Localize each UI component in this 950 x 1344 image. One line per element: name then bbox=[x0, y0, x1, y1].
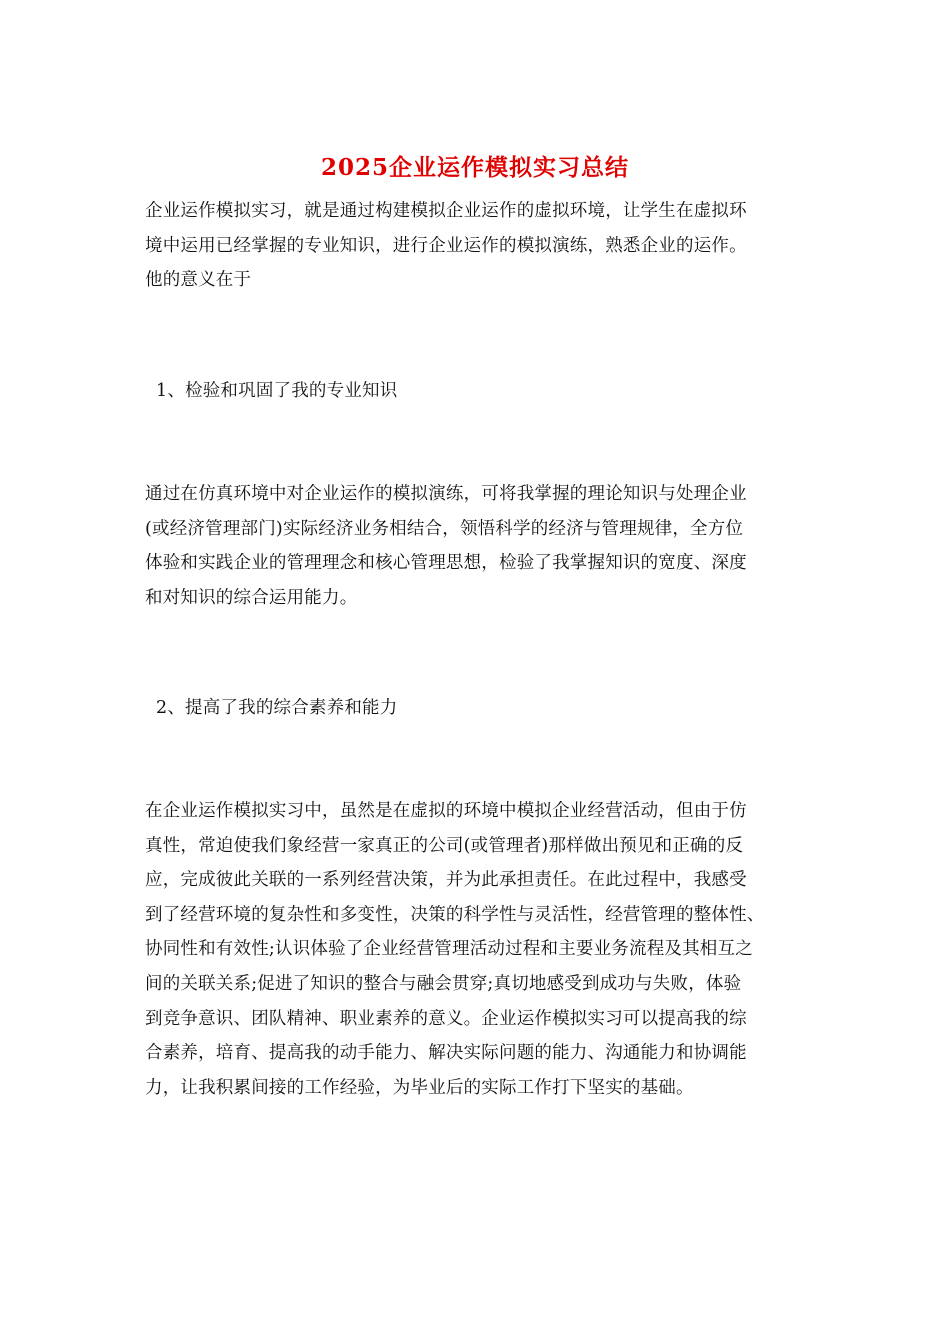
section-paragraph-2 bbox=[145, 794, 810, 1105]
paragraph-line: 到竞争意识、团队精神、职业素养的意义。企业运作模拟实习可以提高我的综 bbox=[145, 1008, 747, 1029]
section-heading-2: 2、提高了我的综合素养和能力 bbox=[156, 698, 398, 718]
paragraph-line: 到了经营环境的复杂性和多变性，决策的科学性与灵活性，经营管理的整体性、 bbox=[145, 904, 765, 925]
intro-paragraph bbox=[145, 194, 810, 298]
paragraph-line: 真性，常迫使我们象经营一家真正的公司(或管理者)那样做出预见和正确的反 bbox=[145, 835, 744, 856]
intro-line: 境中运用已经掌握的专业知识，进行企业运作的模拟演练，熟悉企业的运作。 bbox=[145, 235, 747, 256]
document-title: 2025企业运作模拟实习总结 bbox=[320, 154, 629, 181]
paragraph-line: 应，完成彼此关联的一系列经营决策，并为此承担责任。在此过程中，我感受 bbox=[145, 870, 747, 891]
paragraph-line: 和对知识的综合运用能力。 bbox=[145, 587, 358, 608]
intro-line: 企业运作模拟实习，就是通过构建模拟企业运作的虚拟环境，让学生在虚拟环 bbox=[145, 201, 747, 221]
paragraph-line: 力，让我积累间接的工作经验，为毕业后的实际工作打下坚实的基础。 bbox=[145, 1077, 694, 1098]
section-paragraph-1 bbox=[145, 477, 810, 615]
paragraph-line: 体验和实践企业的管理理念和核心管理思想，检验了我掌握知识的宽度、深度 bbox=[145, 553, 747, 574]
paragraph-line: 在企业运作模拟实习中，虽然是在虚拟的环境中模拟企业经营活动，但由于仿 bbox=[145, 801, 747, 821]
paragraph-line: 间的关联关系;促进了知识的整合与融会贯穿;真切地感受到成功与失败，体验 bbox=[145, 973, 742, 994]
paragraph-line: 协同性和有效性;认识体验了企业经营管理活动过程和主要业务流程及其相互之 bbox=[145, 939, 753, 960]
paragraph-line: 通过在仿真环境中对企业运作的模拟演练，可将我掌握的理论知识与处理企业 bbox=[145, 484, 747, 504]
section-heading-1: 1、检验和巩固了我的专业知识 bbox=[156, 381, 398, 401]
paragraph-line: 合素养，培育、提高我的动手能力、解决实际问题的能力、沟通能力和协调能 bbox=[145, 1043, 747, 1064]
paragraph-line: (或经济管理部门)实际经济业务相结合，领悟科学的经济与管理规律，全方位 bbox=[145, 518, 744, 539]
intro-line: 他的意义在于 bbox=[145, 270, 252, 291]
